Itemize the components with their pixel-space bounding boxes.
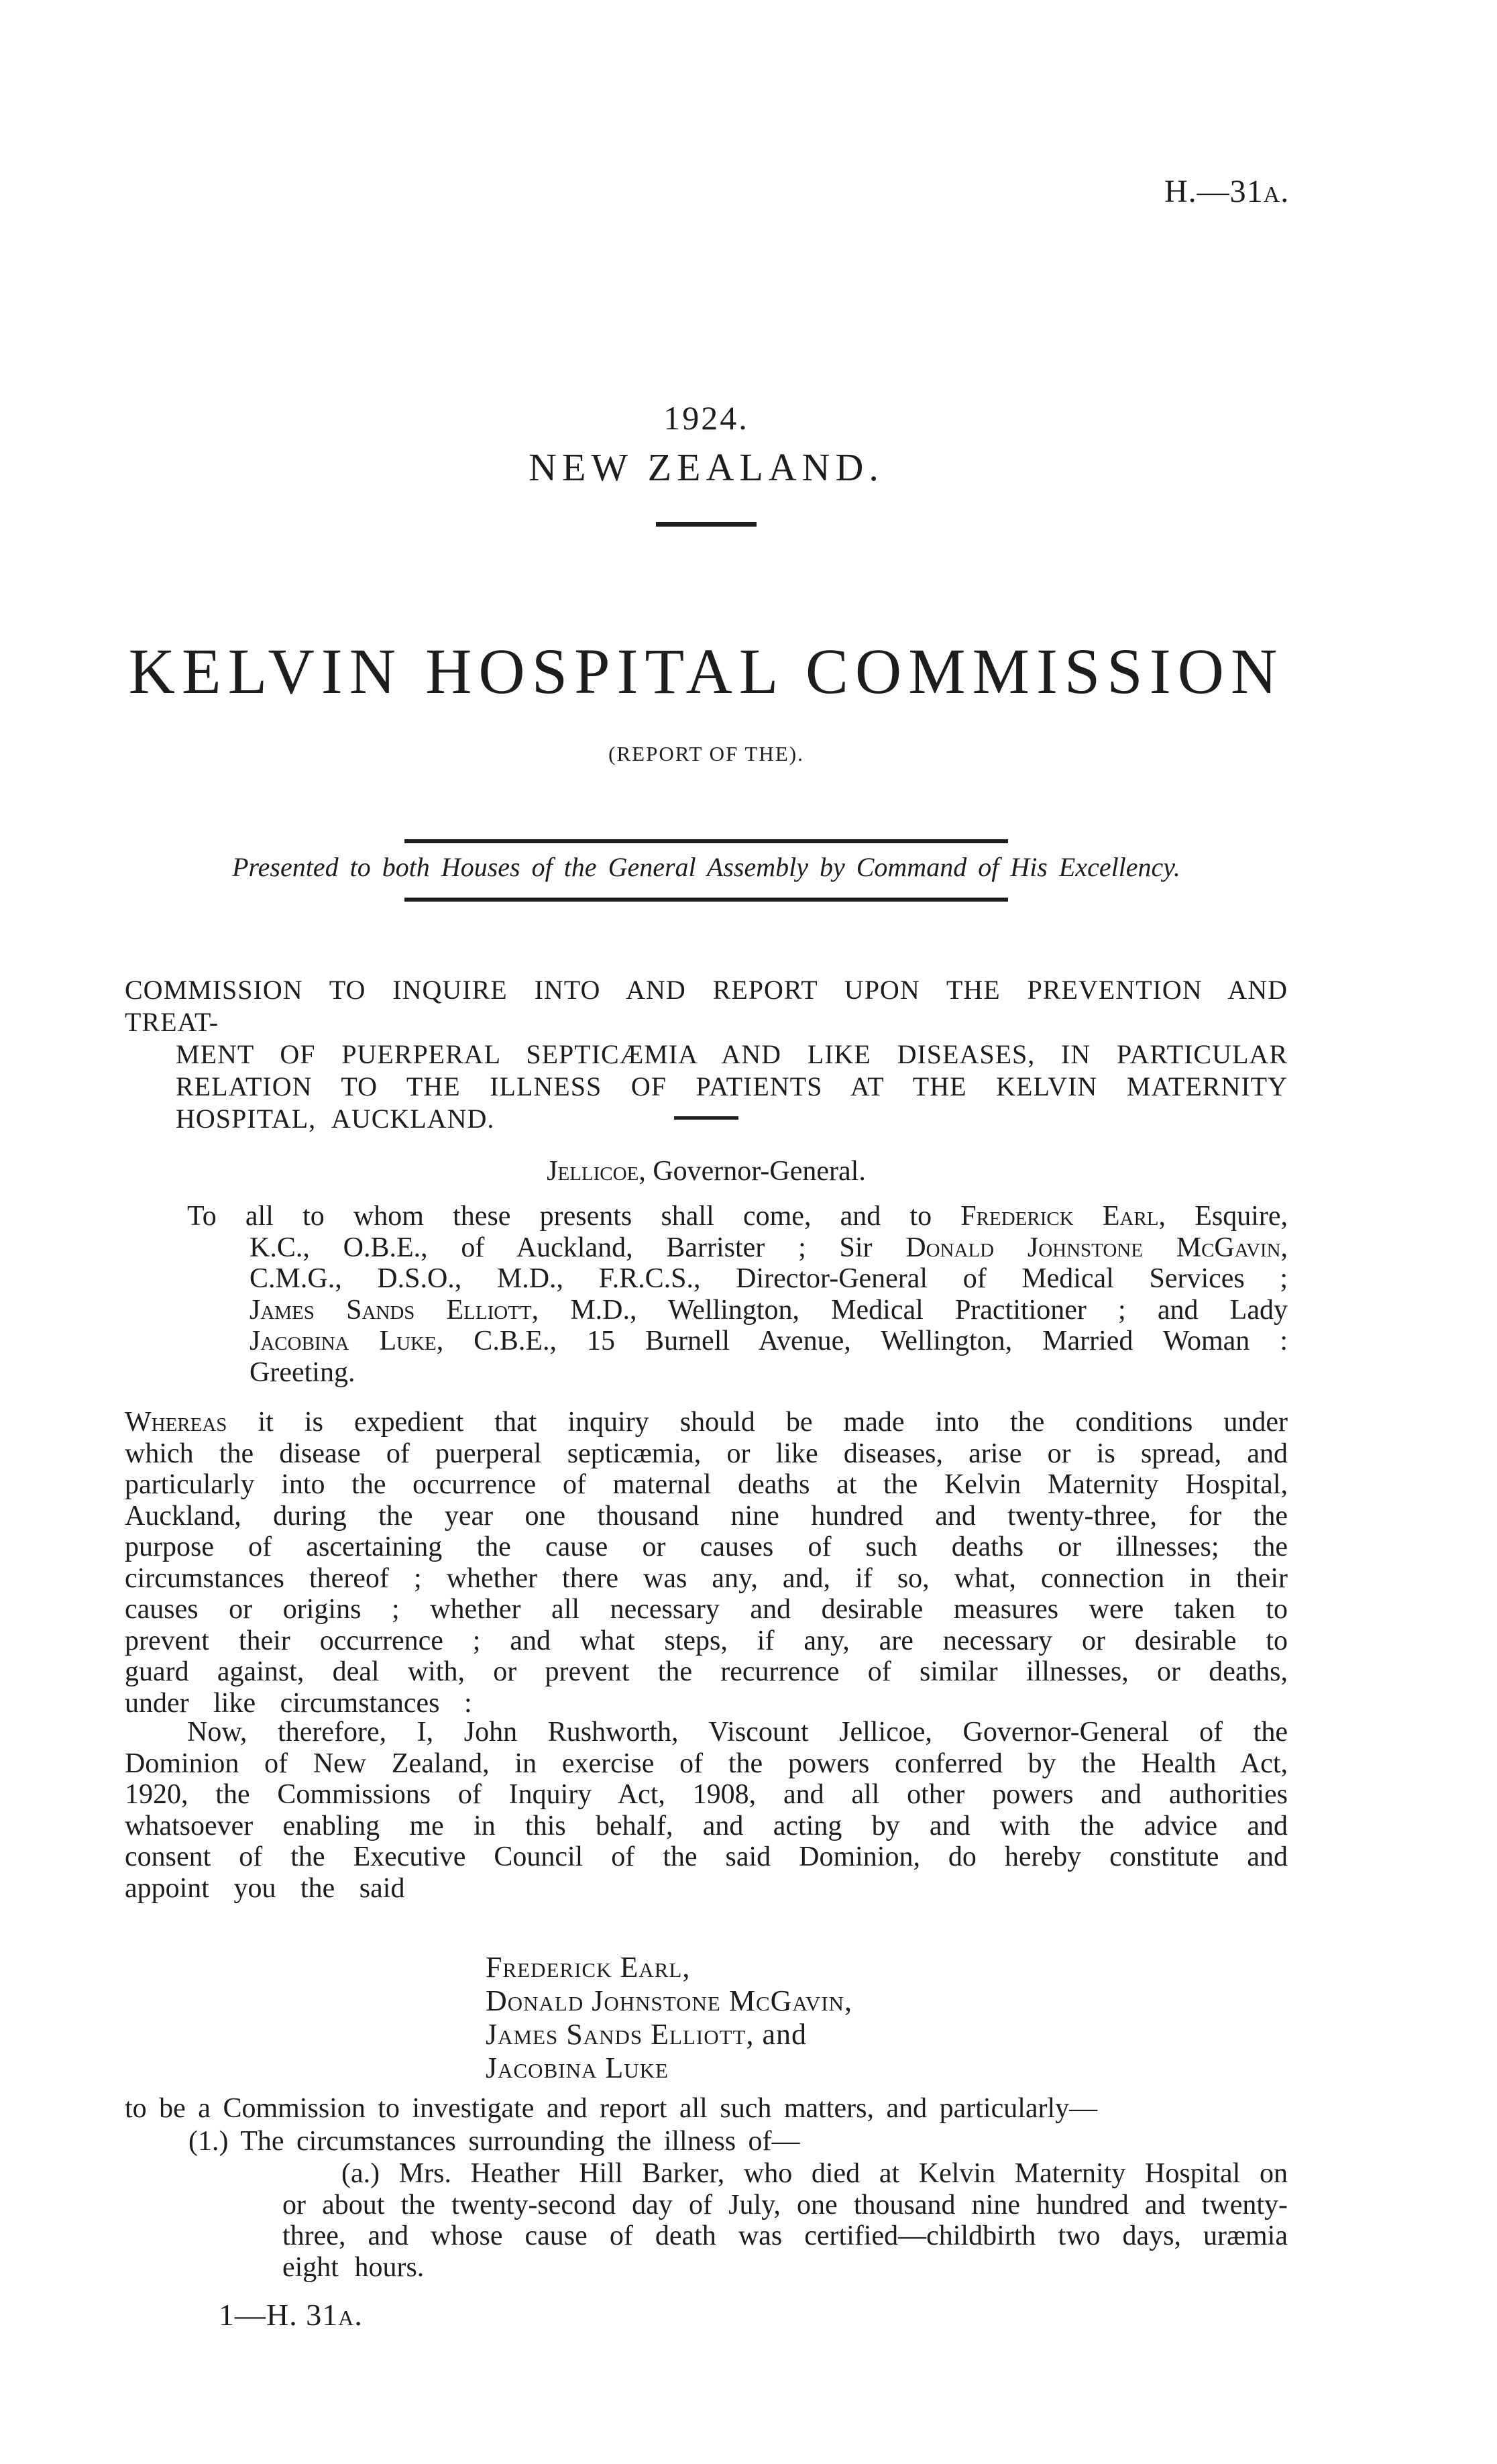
appointee-list	[486, 1951, 852, 2085]
masthead-country: NEW ZEALAND.	[529, 445, 884, 489]
section-rule	[674, 1116, 738, 1120]
presented-line: Presented to both Houses of the General Assembly by Command of His Excellency.	[232, 852, 1180, 882]
paragraph-to-be-commission: to be a Commission to investigate and report all such matters, and particularly—	[125, 2093, 1098, 2124]
appointee-james-elliott: James Sands Elliott, and	[486, 2018, 807, 2051]
presented-bottom-rule	[404, 898, 1008, 902]
paragraph-now-therefore: Now, therefore, I, John Rushworth, Viscount Jellicoe, Governor-General of the Dominion of New Zealand, in exercise of the powers conferred by the Health Act, 1920, the Commissions of Inquiry Act, 1908, and all other powers and authorities whatsoever enabling me in this behalf, and acting by and with the advice and consent of the Executive Council of the said Dominion, do hereby constitute and appoint you the said	[125, 1717, 1288, 1904]
paper-number: H.—31a.	[1164, 174, 1290, 209]
salutation-line: Jellicoe, Governor-General.	[547, 1156, 866, 1187]
appointee-donald-mcgavin: Donald Johnstone McGavin,	[486, 1984, 852, 2017]
report-title: KELVIN HOSPITAL COMMISSION	[128, 635, 1284, 707]
commission-heading: COMMISSION TO INQUIRE INTO AND REPORT UPON THE PREVENTION AND TREAT- MENT OF PUERPERAL SEPTICÆMIA AND LIKE DISEASES, IN PARTICULAR RELATION TO THE ILLNESS OF PATIENTS AT THE KELVIN MATERNITY HOSPITAL, AUCKLAND.	[125, 975, 1288, 1134]
masthead-rule	[656, 522, 757, 527]
masthead-year: 1924.	[663, 399, 749, 437]
signature-mark: 1—H. 31a.	[219, 2298, 363, 2332]
paragraph-to-all: To all to whom these presents shall come, and to Frederick Earl, Esquire, K.C., O.B.E., of Auckland, Barrister ; Sir Donald Johnstone McGavin, C.M.G., D.S.O., M.D., F.R.C.S., Director-General of Medical Services ; James Sands Elliott, M.D., Wellington, Medical Practitioner ; and Lady Jacobina Luke, C.B.E., 15 Burnell Avenue, Wellington, Married Woman : Greeting.	[187, 1201, 1288, 1388]
appointee-frederick-earl: Frederick Earl,	[486, 1951, 691, 1984]
paragraph-whereas: Whereas it is expedient that inquiry should be made into the conditions under which the disease of puerperal septicæmia, or like diseases, arise or is spread, and particularly into the occurrence of maternal deaths at the Kelvin Maternity Hospital, Auckland, during the year one thousand nine hundred and twenty-three, for the purpose of ascertaining the cause or causes of such deaths or illnesses; the circumstances thereof ; whether there was any, and, if so, what, connection in their causes or origins ; whether all necessary and desirable measures were taken to prevent their occurrence ; and what steps, if any, are necessary or desirable to guard against, deal with, or prevent the recurrence of similar illnesses, or deaths, under like circumstances :	[125, 1407, 1288, 1719]
appointee-jacobina-luke: Jacobina Luke	[486, 2051, 669, 2084]
list-item-1a: (a.) Mrs. Heather Hill Barker, who died at Kelvin Maternity Hospital on or about the twenty-second day of July, one thousand nine hundred and twenty-three, and whose cause of death was certified—childbirth two days, uræmia eight hours.	[282, 2158, 1288, 2283]
list-item-1: (1.) The circumstances surrounding the illness of—	[188, 2126, 800, 2157]
report-subtitle: (REPORT OF THE).	[608, 742, 804, 765]
presented-top-rule	[404, 839, 1008, 843]
